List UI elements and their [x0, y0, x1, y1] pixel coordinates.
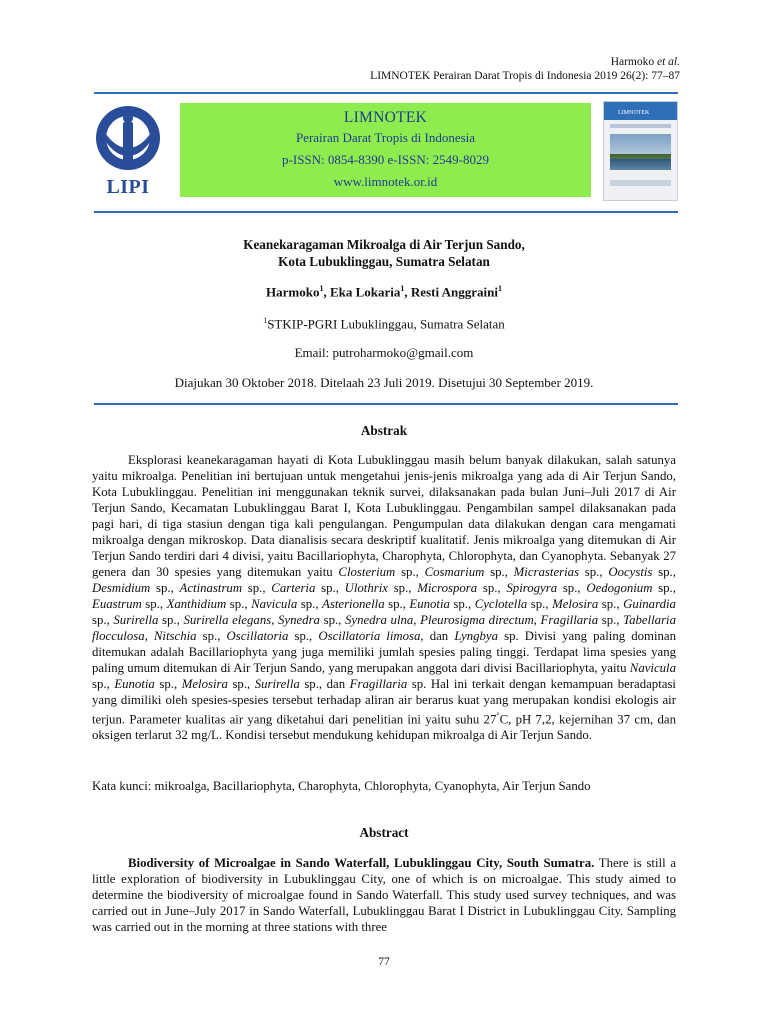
cover-title: LIMNOTEK: [618, 110, 650, 116]
species-name: Desmidium: [92, 581, 151, 595]
species-name: Cosmarium: [424, 565, 485, 579]
abstrak-body: Eksplorasi keanekaragaman hayati di Kota Lubuklinggau masih belum banyak dilakukan, salah satunya yaitu mikroalga. Penelitian ini bertujuan untuk mengetahui jenis-jenis mikroalga yang ada di Air Terjun Sando, Kota Lubuklinggau. Penelitian ini menggunakan teknik survei, dilaksanakan pada bulan Juni–Juli 2017 di Air Terjun Sando, Kecamatan Lubuklinggau Barat I, Kota Lubuklinggau. Pengambilan sampel dilaksanakan pada pagi hari, di tiga stasiun dengan tiga kali pengulangan. Pengumpulan data dilakukan dengan cara mengamati mikroalga dengan mikroskop. Data dianalisis secara deskriptif kualitatif. Jenis mikroalga yang ditemukan di Air Terjun Sando terdiri dari 4 divisi, yaitu Bacillariophyta, Charophyta, Chlorophyta, dan Cyanophyta. Sebanyak 27 genera dan 30 spesies yang ditemukan yaitu Closterium sp., Cosmarium sp., Micrasterias sp., Oocystis sp., Desmidium sp., Actinastrum sp., Carteria sp., Ulothrix sp., Microspora sp., Spirogyra sp., Oedogonium sp., Euastrum sp., Xanthidium sp., Navicula sp., Asterionella sp., Eunotia sp., Cyclotella sp., Melosira sp., Guinardia sp., Surirella sp., Surirella elegans, Synedra sp., Synedra ulna, Pleurosigma directum, Fragillaria sp., Tabellaria flocculosa, Nitschia sp., Oscillatoria sp., Oscillatoria limosa, dan Lyngbya sp. Divisi yang paling dominan ditemukan adalah Bacillariophyta yang juga memiliki jumlah spesies paling tinggi. Terdapat lima spesies yang paling umum ditemukan di Air Terjun Sando, yang merupakan anggota dari divisi Bacillariophyta, yaitu Navicula sp., Eunotia sp., Melosira sp., Surirella sp., dan Fragillaria sp. Hal ini terkait dengan kemampuan beradaptasi yang dimiliki oleh spesies-spesies tersebut terhadap aliran air berarus kuat yang merupakan kondisi ekologis air terjun. Parameter kualitas air yang diketahui dari penelitian ini yaitu suhu 27°C, pH 7,2, kejernihan 37 cm, dan oksigen terlarut 32 mg/L. Kondisi tersebut mendukung kehidupan mikroalga di Air Terjun Sando.: [92, 453, 677, 743]
cover-footer-strip: [610, 180, 671, 186]
lipi-logo-text: LIPI: [106, 176, 150, 198]
species-name: Eunotia: [409, 597, 450, 611]
species-name: Surirella: [113, 613, 159, 627]
species-name: Closterium: [338, 565, 396, 579]
species-name: Actinastrum: [179, 581, 243, 595]
author-email: Email: putroharmoko@gmail.com: [294, 345, 474, 360]
species-name: Navicula: [251, 597, 298, 611]
journal-website[interactable]: www.limnotek.or.id: [333, 174, 438, 189]
running-header-author: Harmoko et al.: [610, 56, 680, 68]
article-title-line-2: Kota Lubuklinggau, Sumatra Selatan: [278, 254, 490, 269]
species-list: Closterium sp., Cosmarium sp., Micrasterias sp., Oocystis sp., Desmidium sp., Actinastrum sp., Carteria sp., Ulothrix sp., Microspora sp., Spirogyra sp., Oedogonium sp., Euastrum sp., Xanthidium sp., Navicula sp., Asterionella sp., Eunotia sp., Cyclotella sp., Melosira sp., Guinardia sp., Surirella sp., Surirella elegans, Synedra sp., Synedra ulna, Pleurosigma directum, Fragillaria sp., Tabellaria flocculosa, Nitschia sp., Oscillatoria sp., Oscillatoria limosa, dan Lyngbya sp.: [92, 565, 677, 643]
species-name: Fragillaria: [349, 677, 408, 691]
species-name: Carteria: [271, 581, 316, 595]
author-name: Eka Lokaria: [329, 284, 401, 300]
species-name: Oscillatoria limosa,: [318, 629, 424, 643]
species-name: Microspora: [417, 581, 478, 595]
top-rule: [94, 92, 678, 94]
species-name: Surirella elegans, Synedra: [183, 613, 320, 627]
species-name: Oocystis: [608, 565, 653, 579]
species-name: Oedogonium: [586, 581, 653, 595]
species-name: Surirella: [254, 677, 300, 691]
abstract-heading: Abstract: [359, 825, 409, 840]
abstract-body: Biodiversity of Microalgae in Sando Waterfall, Lubuklinggau City, South Sumatra. There is still a little exploration of biodiversity in Lubuklinggau City, one of which is on microalgae. This study aimed to determine the biodiversity of microalgae found in Sando Waterfall. This study used survey techniques, and was carried out in June–July 2017 in Sando Waterfall, Lubuklinggau Barat I District in Lubuklinggau City. Sampling was carried out in the morning at three stations with three: [92, 856, 676, 934]
species-name: Tabellaria flocculosa, Nitschia: [92, 613, 677, 643]
species-name: Melosira: [552, 597, 599, 611]
page-number: 77: [378, 956, 390, 968]
author-list: Harmoko$^1$, Eka Lokaria$^1$, Resti Anggraini$^1$: [266, 284, 502, 300]
journal-banner: [180, 103, 591, 197]
abstrak-heading: Abstrak: [360, 423, 408, 438]
dates-bottom-rule: [94, 403, 678, 405]
cover-subtitle-strip: [610, 124, 671, 128]
submission-dates: Diajukan 30 Oktober 2018. Ditelaah 23 Juli 2019. Disetujui 30 September 2019.: [174, 375, 594, 390]
species-name: Navicula: [629, 661, 676, 675]
species-name: Ulothrix: [344, 581, 388, 595]
journal-name: LIMNOTEK: [343, 109, 428, 126]
species-name: Cyclotella: [474, 597, 528, 611]
species-name: Melosira: [181, 677, 228, 691]
species-name: Euastrum: [92, 597, 142, 611]
keywords: Kata kunci: mikroalga, Bacillariophyta, Charophyta, Chlorophyta, Cyanophyta, Air Terjun Sando: [92, 779, 591, 793]
dominant-species-list: Navicula sp., Eunotia sp., Melosira sp., Surirella sp., dan Fragillaria sp.: [92, 661, 676, 691]
species-name: Guinardia: [623, 597, 676, 611]
species-name: Oscillatoria: [226, 629, 289, 643]
species-name: Micrasterias: [513, 565, 580, 579]
species-name: Xanthidium: [166, 597, 227, 611]
species-name: Asterionella: [322, 597, 385, 611]
author-name: Harmoko: [266, 284, 320, 300]
affiliation: $^1$STKIP-PGRI Lubuklinggau, Sumatra Selatan: [263, 316, 505, 332]
species-name: Synedra ulna, Pleurosigma directum, Fragillaria: [345, 613, 599, 627]
running-header-journal: LIMNOTEK Perairan Darat Tropis di Indonesia 2019 26(2): 77–87: [370, 70, 680, 82]
journal-cover-thumbnail: [603, 101, 678, 201]
journal-issn: p-ISSN: 0854-8390 e-ISSN: 2549-8029: [282, 152, 489, 167]
cover-photo: [610, 134, 671, 170]
species-name: Spirogyra: [506, 581, 558, 595]
article-title-line-1: Keanekaragaman Mikroalga di Air Terjun Sando,: [243, 237, 525, 252]
species-name: Lyngbya: [454, 629, 499, 643]
banner-bottom-rule: [94, 211, 678, 213]
journal-subtitle: Perairan Darat Tropis di Indonesia: [295, 130, 476, 145]
species-name: Eunotia: [114, 677, 155, 691]
author-name: Resti Anggraini: [410, 284, 498, 300]
